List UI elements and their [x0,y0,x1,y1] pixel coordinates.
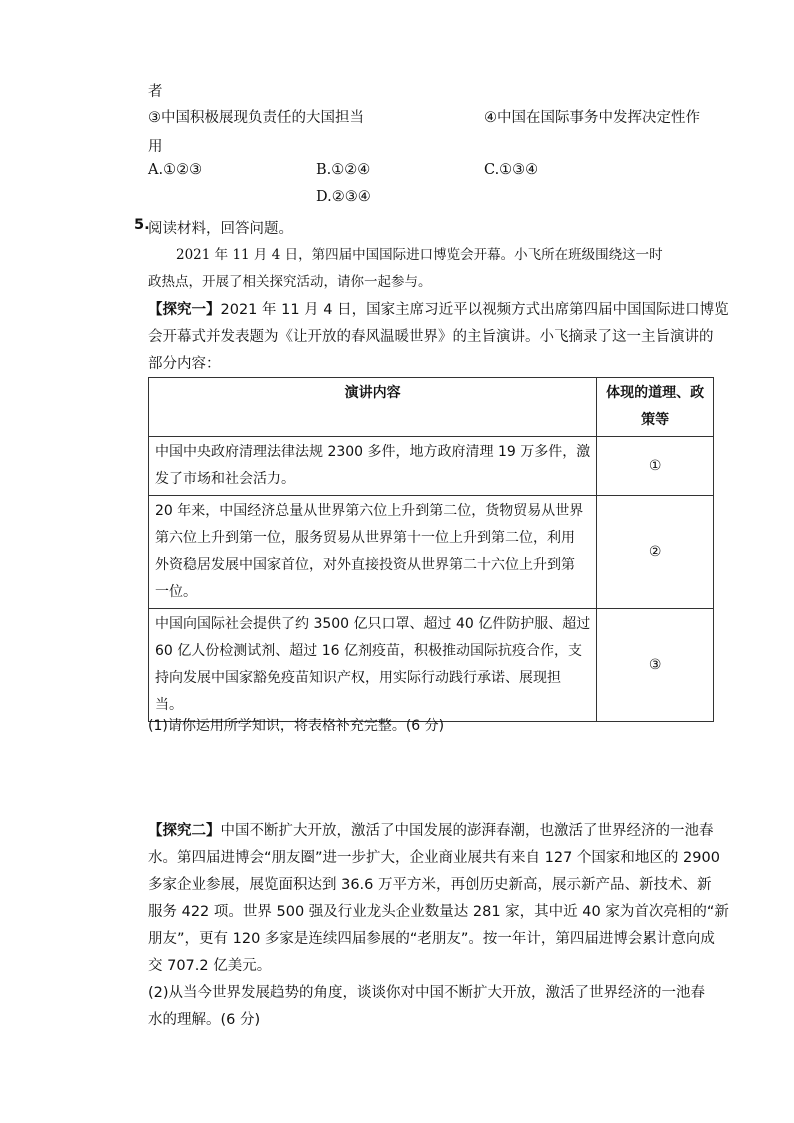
q4-option-3: ③中国积极展现负责任的大国担当 [148,110,364,126]
answer-blank-3[interactable]: ③ [597,609,714,722]
explore1-line: 会开幕式并发表题为《让开放的春风温暖世界》的主旨演讲。小飞摘录了这一主旨演讲的 [148,329,714,345]
q5-intro-line: 政热点，开展了相关探究活动，请你一起参与。 [148,274,432,290]
speech-line: 发了市场和社会活力。 [155,471,295,487]
explore2-line: 水。第四届进博会“朋友圈”进一步扩大，企业商业展共有来自 127 个国家和地区的 2900 [148,850,720,866]
answer-blank-1[interactable]: ① [597,437,714,496]
header-principles-line: 策等 [641,412,670,428]
explore2 [148,818,729,1034]
table-row [149,437,714,496]
q4-choice-c[interactable]: C.①③④ [484,162,539,178]
answer-blank-2[interactable]: ② [597,496,714,609]
q4-stem-tail: 者 [148,84,163,100]
speech-line: 60 亿人份检测试剂、超过 16 亿剂疫苗，积极推动国际抗疫合作，支 [155,643,582,659]
table-row [149,496,714,609]
header-principles-line: 体现的道理、政 [606,385,705,401]
sub-question-1: (1)请你运用所学知识，将表格补充完整。(6 分) [148,718,445,734]
explore2-tag: 【探究二】 [148,823,221,839]
speech-line: 中国向国际社会提供了约 3500 亿只口罩、超过 40 亿件防护服、超过 [155,616,591,632]
q4-choice-a[interactable]: A.①②③ [148,162,203,178]
q5-intro-line: 2021 年 11 月 4 日，第四届中国国际进口博览会开幕。小飞所在班级围绕这一时 [176,247,663,263]
speech-line: 当。 [155,697,183,713]
q5-prompt: 阅读材料，回答问题。 [148,221,293,237]
explore1-tag: 【探究一】 [148,302,221,318]
table-row [149,609,714,722]
header-speech-content: 演讲内容 [149,378,597,437]
q4-option-4: ④中国在国际事务中发挥决定性作 [484,110,700,126]
explore2-line: 交 707.2 亿美元。 [148,958,272,974]
speech-cell [149,496,597,609]
explore1 [148,297,729,378]
q5-intro [148,242,714,296]
explore2-line: 朋友”，更有 120 多家是连续四届参展的“老朋友”。按一年计，第四届进博会累计意向成 [148,931,715,947]
sub-question-2-line: (2)从当今世界发展趋势的角度，谈谈你对中国不断扩大开放，激活了世界经济的一池春 [148,985,706,1001]
q4-choice-d[interactable]: D.②③④ [316,189,371,205]
speech-cell [149,437,597,496]
speech-table [148,377,714,722]
explore1-line: 2021 年 11 月 4 日，国家主席习近平以视频方式出席第四届中国国际进口博览 [220,302,729,318]
speech-line: 外资稳居发展中国家首位，对外直接投资从世界第二十六位上升到第 [155,557,575,573]
q4-option-4-cont: 用 [148,139,163,155]
explore2-line: 服务 422 项。世界 500 强及行业龙头企业数量达 281 家，其中近 40 家为首次亮相的“新 [148,904,729,920]
explore1-line: 部分内容： [148,356,221,372]
speech-line: 第六位上升到第一位，服务贸易从世界第十一位上升到第二位，利用 [155,530,575,546]
header-principles [597,378,714,437]
speech-line: 一位。 [155,584,197,600]
speech-line: 持向发展中国家豁免疫苗知识产权，用实际行动践行承诺、展现担 [155,670,561,686]
speech-line: 中国中央政府清理法律法规 2300 多件，地方政府清理 19 万多件，激 [155,444,591,460]
explore2-line: 多家企业参展，展览面积达到 36.6 万平方米，再创历史新高，展示新产品、新技术、新 [148,877,712,893]
q5-number: 5. [134,217,150,233]
explore2-line: 中国不断扩大开放，激活了中国发展的澎湃春潮，也激活了世界经济的一池春 [220,823,714,839]
q4-choice-b[interactable]: B.①②④ [316,162,371,178]
speech-cell [149,609,597,722]
speech-line: 20 年来，中国经济总量从世界第六位上升到第二位，货物贸易从世界 [155,503,584,519]
sub-question-2-line: 水的理解。(6 分) [148,1012,261,1028]
table-header-row [149,378,714,437]
